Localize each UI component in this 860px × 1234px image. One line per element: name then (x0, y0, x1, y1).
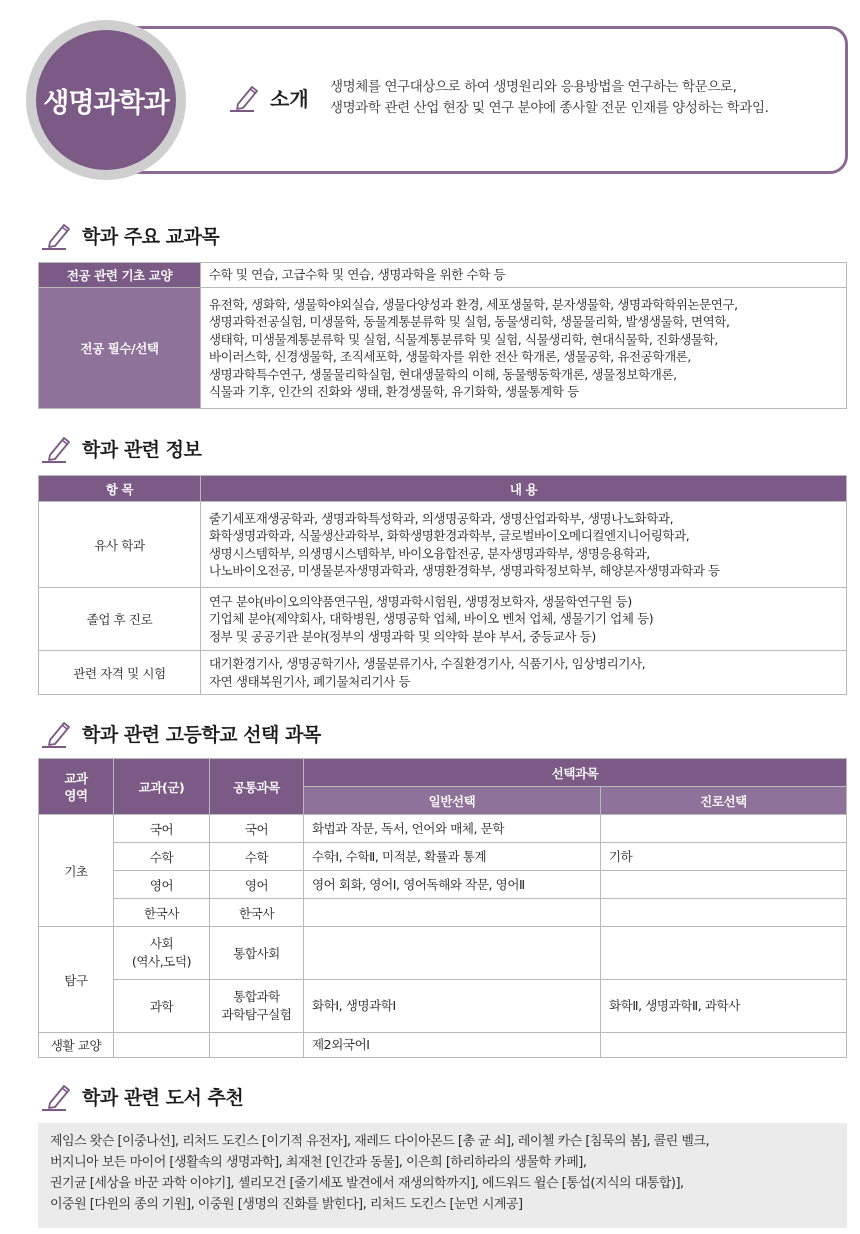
common-cell: 통합사회 (210, 927, 304, 980)
row-label: 관련 자격 및 시험 (39, 651, 201, 695)
subject-cell: 영어 (114, 871, 210, 899)
common-cell: 한국사 (210, 899, 304, 927)
table-row (39, 588, 847, 651)
row-label: 졸업 후 진로 (39, 588, 201, 651)
pencil-icon (40, 220, 74, 250)
elective-table (38, 758, 847, 1058)
department-name: 생명과학과 (43, 87, 169, 119)
common-cell (210, 1033, 304, 1058)
career-cell: 기하 (601, 843, 847, 871)
career-cell (601, 899, 847, 927)
common-cell: 국어 (210, 815, 304, 843)
pencil-icon (40, 433, 74, 463)
table-row (39, 871, 847, 899)
info-section-heading (40, 433, 201, 463)
header-content: 내 용 (201, 476, 847, 502)
common-cell: 수학 (210, 843, 304, 871)
table-header-row (39, 759, 847, 787)
table-row (39, 815, 847, 843)
row-content: 줄기세포재생공학과, 생명과학특성학과, 의생명공학과, 생명산업과학부, 생명나노화학과, 화학생명과학과, 식물생산과학부, 화학생명환경과학부, 글로벌바이오메디컬엔지니어링학과, 생명시스템학부, 의생명시스템학부, 바이오융합전공, 분자생명과학부, 생명응용학과, 나노바이오전공, 미생물분자생명과학과, 생명환경학부, 생명과학정보학부, 해양분자생명과학과 등 (201, 502, 847, 588)
career-cell: 화학Ⅱ, 생명과학Ⅱ, 과학사 (601, 980, 847, 1033)
section-title: 학과 관련 고등학교 선택 과목 (82, 723, 321, 746)
subject-cell: 국어 (114, 815, 210, 843)
section-title: 학과 관련 도서 추천 (82, 1086, 244, 1109)
common-cell: 영어 (210, 871, 304, 899)
subject-cell: 사회 (역사,도덕) (114, 927, 210, 980)
department-header (0, 0, 860, 200)
subject-cell: 한국사 (114, 899, 210, 927)
header-common: 공통과목 (210, 759, 304, 815)
table-row (39, 927, 847, 980)
pencil-icon (40, 718, 74, 748)
table-row (39, 843, 847, 871)
row-content: 유전학, 생화학, 생물학야외실습, 생물다양성과 환경, 세포생물학, 분자생물학, 생명과학학위논문연구, 생명과학전공실험, 미생물학, 동물계통분류학 및 실험, 동물생리학, 생물물리학, 발생생물학, 면역학, 생태학, 미생물계통분류학 및 실험, 식물계통분류학 및 실험, 식물생리학, 현대식물학, 진화생물학, 바이러스학, 신경생물학, 조직세포학, 생물학자를 위한 전산 학개론, 생물공학, 유전공학개론, 생명과학특수연구, 생물물리학실험, 현대생물학의 이해, 동물행동학개론, 생물정보학개론, 식물과 기후, 인간의 진화와 생태, 환경생물학, 유기화학, 생물통계학 등 (201, 288, 847, 409)
area-cell: 탐구 (39, 927, 114, 1033)
general-cell: 제2외국어Ⅰ (304, 1033, 601, 1058)
table-row (39, 651, 847, 695)
table-row (39, 502, 847, 588)
header-item: 항 목 (39, 476, 201, 502)
row-label: 전공 관련 기초 교양 (39, 263, 201, 288)
table-header-row (39, 476, 847, 502)
general-cell: 영어 회화, 영어Ⅰ, 영어독해와 작문, 영어Ⅱ (304, 871, 601, 899)
general-cell: 화법과 작문, 독서, 언어와 매체, 문학 (304, 815, 601, 843)
intro-line: 생명과학 관련 산업 현장 및 연구 분야에 종사할 전문 인재를 양성하는 학과임. (330, 100, 769, 116)
header-general: 일반선택 (304, 787, 601, 815)
intro-line: 생명체를 연구대상으로 하여 생명원리와 응용방법을 연구하는 학문으로, (330, 79, 737, 95)
info-table (38, 475, 847, 695)
general-cell: 수학Ⅰ, 수학Ⅱ, 미적분, 확률과 통계 (304, 843, 601, 871)
career-cell (601, 1033, 847, 1058)
section-title: 학과 주요 교과목 (82, 225, 220, 248)
intro-label (228, 82, 309, 112)
pencil-icon (228, 82, 262, 112)
books-section-heading (40, 1081, 243, 1111)
row-content: 수학 및 연습, 고급수학 및 연습, 생명과학을 위한 수학 등 (201, 263, 847, 288)
area-cell: 기초 (39, 815, 114, 927)
career-cell (601, 927, 847, 980)
table-row (39, 1033, 847, 1058)
table-row (39, 263, 847, 288)
department-badge (36, 30, 176, 170)
general-cell (304, 927, 601, 980)
career-cell (601, 871, 847, 899)
row-content: 대기환경기사, 생명공학기사, 생물분류기사, 수질환경기사, 식품기사, 임상병리기사, 자연 생태복원기사, 폐기물처리기사 등 (201, 651, 847, 695)
career-cell (601, 815, 847, 843)
subject-cell (114, 1033, 210, 1058)
area-cell: 생활 교양 (39, 1033, 114, 1058)
header-subject-group: 교과(군) (114, 759, 210, 815)
general-cell (304, 899, 601, 927)
row-label: 유사 학과 (39, 502, 201, 588)
row-content: 연구 분야(바이오의약품연구원, 생명과학시험원, 생명정보학자, 생물학연구원 등) 기업체 분야(제약회사, 대학병원, 생명공학 업체, 바이오 벤처 업체, 생물기기 업체 등) 정부 및 공공기관 분야(정부의 생명과학 및 의약학 분야 부서, 중등교사 등) (201, 588, 847, 651)
general-cell: 화학Ⅰ, 생명과학Ⅰ (304, 980, 601, 1033)
header-career: 진로선택 (601, 787, 847, 815)
table-row (39, 980, 847, 1033)
intro-label-text: 소개 (270, 86, 309, 111)
pencil-icon (40, 1081, 74, 1111)
row-label: 전공 필수/선택 (39, 288, 201, 409)
table-row (39, 288, 847, 409)
common-cell: 통합과학 과학탐구실험 (210, 980, 304, 1033)
courses-table (38, 262, 847, 409)
subject-cell: 수학 (114, 843, 210, 871)
header-area: 교과 영역 (39, 759, 114, 815)
section-title: 학과 관련 정보 (82, 438, 202, 461)
intro-text (330, 77, 769, 119)
header-elective: 선택과목 (304, 759, 847, 787)
book-recommendations: 제임스 왓슨 [이중나선], 리처드 도킨스 [이기적 유전자], 재레드 다이아몬드 [총 균 쇠], 레이첼 카슨 [침묵의 봄], 콜린 벨크, 버지니아 보든 마이어 [생활속의 생명과학], 최재천 [인간과 동물], 이은희 [하리하라의 생물학 카페], 권기균 [세상을 바꾼 과학 이야기], 셸리모건 [줄기세포 발견에서 재생의학까지], 에드워드 윌슨 [통섭(지식의 대통합)], 이중원 [다윈의 종의 기원], 이중원 [생명의 진화를 밝힌다], 리처드 도킨스 [눈먼 시계공] (38, 1123, 847, 1228)
subject-cell: 과학 (114, 980, 210, 1033)
table-row (39, 899, 847, 927)
highschool-section-heading (40, 718, 321, 748)
courses-section-heading (40, 220, 219, 250)
